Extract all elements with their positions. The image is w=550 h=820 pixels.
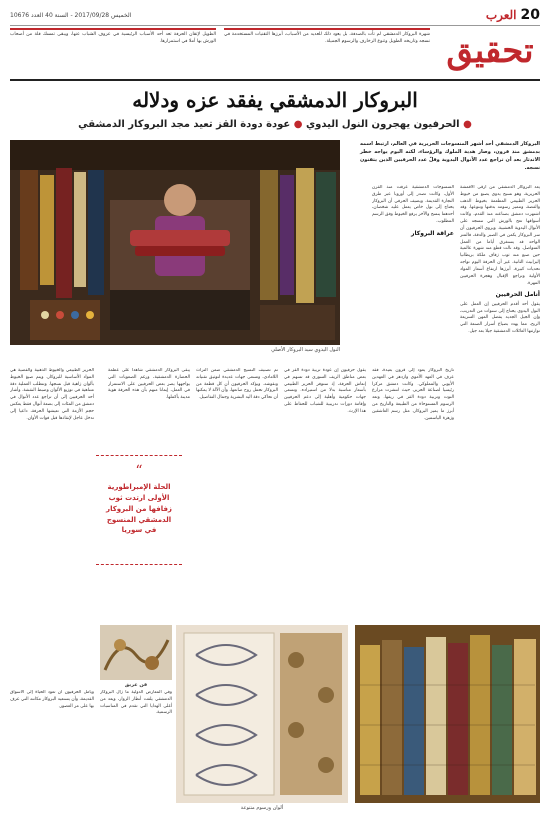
column-subhead: عراقة البروكار [411,229,454,237]
fabric-photo [176,625,348,803]
column-paragraph: المنسوجات الدمشقية عرفت منذ القرن الأول، وكانت تصدر إلى أوروبا عبر طرق التجارة القديمة. ويضيف الحرفي أن البروكار يحتاج إلى نول خاص يعمل عليه شخصان، أحدهما ينسج والآخر يرفع الخيوط وفق الرسم المطلوب. [372,185,454,225]
column-paragraph: ويأمل الحرفيون أن تعود الحياة إلى الأسواق القديمة، وأن يستعيد البروكار مكانته التي عرف بها على مر العصور. [10,690,94,709]
date-line: الخميس 2017/09/28 - السنة 40 العدد 10676 [10,11,132,19]
teaser-item: شهرة البروكار الدمشقي لم تأت بالصدفة، بل يعود ذلك للعديد من الأسباب، أبرزها التقنيات المستخدمة في نسجه وتاريخه الطويل وتنوع الزخارف والرسوم الجميلة. [224,28,430,70]
bullet-icon: ● [463,119,472,130]
fabric-detail-photo [100,625,172,680]
column-subhead: أنامل الحرفيين [495,291,540,299]
subhead-part2: عودة دودة القز تعيد مجد البروكار الدمشقي [78,119,291,130]
article-column [372,185,454,365]
fabric-rolls-photo [355,625,540,803]
column-paragraph: يعد البروكار الدمشقي من أرقى الأقمشة الحريرية، وهو نسيج يدوي يصنع من خيوط الحرير الطبيعي المطعمة بخيوط الذهب والفضة، وتتميز رسومه بدقتها وتنوعها. وقد اشتهرت دمشق بصناعته منذ القدم، وكانت أسواقها تعج بالورش التي تنسجه على الأنوال اليدوية الخشبية. ويروي الحرفيون أن سر البروكار يكمن في الصبر والدقة، فالمتر الواحد قد يستغرق أياما من العمل المتواصل. وقد نالت قطع منه شهرة عالمية حين صنع منه ثوب زفاف ملكة بريطانيا إليزابيث الثانية. غير أن الحرفة اليوم تواجه تحديات كبيرة، أبرزها ارتفاع أسعار المواد الأولية وتراجع الإقبال وهجرة الحرفيين المهرة. [460,185,540,286]
small-photo-caption: فن عريق [124,682,148,688]
article-column [284,368,366,618]
folio-bar [10,6,540,24]
article-column [460,185,540,545]
column-paragraph: تم تصنيف النسيج الدمشقي ضمن التراث اللامادي، وتسعى جهات عديدة لتوثيق تقنياته ونقوشه. ويؤكد الحرفيون أن كل قطعة من البروكار تحمل روح صانعها، وأن الآلة لا يمكنها أن تحاكي دقة اليد البشرية وجمال التفاصيل. [196,368,278,401]
fabric-rolls-image [355,625,540,803]
article-column [196,368,278,618]
column-paragraph: يبقى البروكار الدمشقي شاهدا على عظمة الحضارة الدمشقية، ورغم الصعوبات التي يواجهها يصر بعض الحرفيين على الاستمرار في العمل، إيمانا منهم بأن هذه الحرفة هوية مدينة بأكملها. [108,368,190,401]
teaser-row [10,28,430,70]
folio-masthead [486,7,540,23]
pull-quote-text: الحلة الإمبراطورية الأولى ارتدت ثوب زفافها من البروكار الدمشقي المنسوج في سوريا [106,483,172,535]
article-lede: البروكار الدمشقي أحد أشهر المنسوجات الحريرية في العالم، ارتبط اسمه بدمشق منذ قرون، وصار هدية الملوك والرؤساء، لكنه اليوم يواجه خطر الاندثار بعد أن تراجع عدد الأنوال اليدوية وقلّ عدد الحرفيين الذين يتقنون نسجه. [360,141,540,171]
article-column [10,690,94,810]
subhead-part1: الحرفيون يهجرون النول اليدوي [305,119,460,130]
section-title: تحقيق [446,31,534,71]
main-photo-caption: النول اليدوي سيد البروكار الأصلي [271,347,340,353]
main-photo [10,140,340,345]
main-headline: البروكار الدمشقي يفقد عزه ودلاله [132,88,418,112]
pull-quote [96,455,182,565]
weaver-photo [10,140,340,345]
quote-icon: “ [135,463,143,479]
column-paragraph: يقول حرفيون إن عودة تربية دودة القز في بعض مناطق الريف السوري قد تسهم في إنعاش الحرفة، إذ ستوفر الحرير الطبيعي بأسعار مناسبة بدلا من استيراده. وتسعى جهات حكومية وأهلية إلى دعم الحرفيين وإقامة دورات تدريبية للشباب للحفاظ على هذا الإرث. [284,368,366,414]
article-column [10,368,94,688]
article-column [372,368,454,618]
column-paragraph: وفي المعارض الدولية ما زال البروكار الدمشقي يلفت أنظار الزوار، ويعد من أغلى الهدايا التي تقدم في المناسبات الرسمية. [100,690,172,716]
section-label [440,28,540,74]
teaser-item: الطويل لإتقان الحرفة تعد أحد الأسباب الرئيسية في عزوف الشباب عنها، ويبقى تمسك قلة من أصحاب الورش بها أملا في استمرارها. [10,28,216,70]
fabric-photo-caption: ألوان ورسوم متنوعة [240,805,284,811]
column-paragraph: يقول أحد أقدم الحرفيين إن العمل على النول اليدوي يحتاج إلى سنوات من التدريب، وإن الجيل الجديد يفضل المهن السريعة الربح، مما يهدد بضياع أسرار الصنعة التي توارثتها العائلات الدمشقية جيلا بعد جيل. [460,301,540,335]
folio-date [10,12,131,19]
brocade-pattern-photo [176,625,348,803]
small-photo [100,625,172,680]
page-number: 20 [520,7,540,23]
column-paragraph: الحرير الطبيعي والخيوط الذهبية والفضية هي المواد الأساسية للبروكار، ويتم صبغ الخيوط بألوان زاهية قبل نسجها. وتتطلب العملية دقة متناهية في توزيع الألوان وضبط النقشة. وأشار أحد الحرفيين إلى أن تراجع عدد الأنوال في دمشق من المئات إلى بضعة أنوال فقط يعكس حجم الأزمة التي تعيشها الحرفة، داعيا إلى تدخل عاجل لإنقاذها قبل فوات الأوان. [10,368,94,421]
header-divider [10,79,540,81]
subheadline [10,119,540,130]
bullet-icon: ● [293,119,303,130]
column-paragraph: تاريخ البروكار يعود إلى قرون بعيدة، فقد عرف في العهد الأموي وازدهر في العهدين الأيوبي والمملوكي. وكانت دمشق مركزا رئيسيا لصناعة الحرير، حيث انتشرت مزارع التوت وتربية دودة القز في ريفها. وتعد الرسوم المستوحاة من الطبيعة والتاريخ من أبرز ما يميز البروكار، مثل رسم العاشقين وزهرة الياسمين. [372,368,454,421]
top-divider [10,25,540,26]
article-column [100,690,172,810]
masthead-logo: العرب [485,8,517,22]
